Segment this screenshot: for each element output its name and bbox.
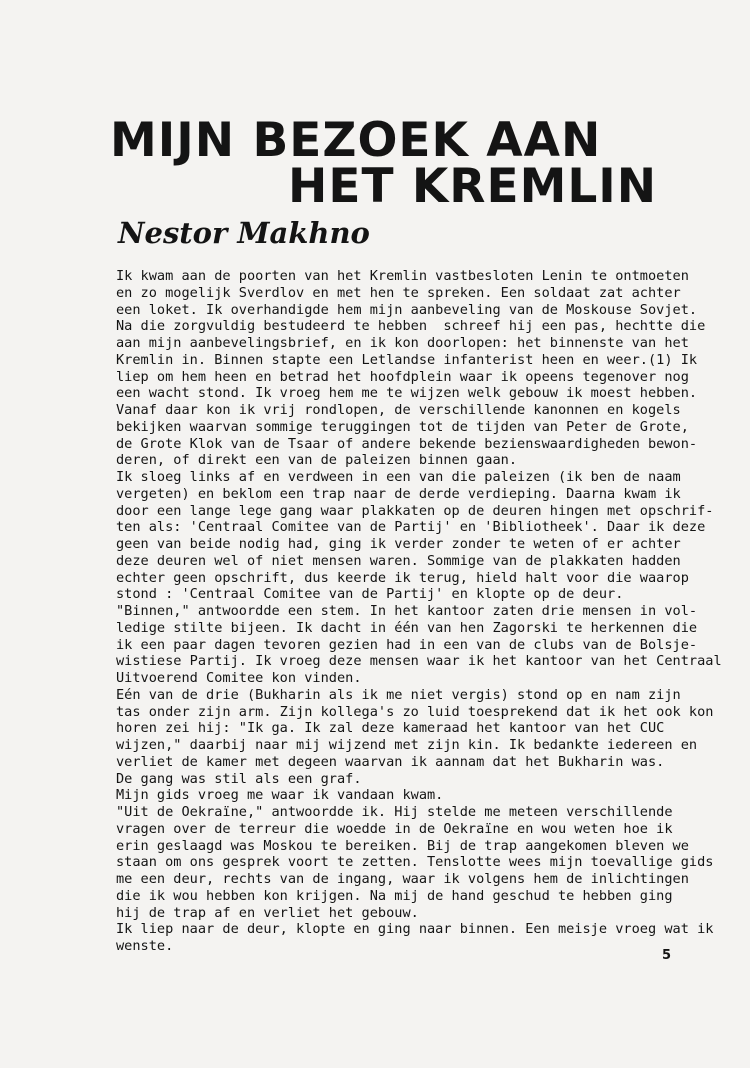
body-line: Vanaf daar kon ik vrij rondlopen, de verschillende kanonnen en kogels (116, 402, 681, 418)
author-name: Nestor Makhno (118, 216, 370, 250)
body-line: de Grote Klok van de Tsaar of andere bekende bezienswaardigheden bewon- (116, 435, 698, 452)
body-line: tas onder zijn arm. Zijn kollega's zo luid toesprekend dat ik het ook kon (116, 703, 714, 720)
body-line: horen zei hij: "Ik ga. Ik zal deze kameraad het kantoor van het CUC (116, 720, 665, 737)
body-line: een wacht stond. Ik vroeg hem me te wijzen welk gebouw ik moest hebben. (116, 385, 698, 402)
body-line: geen van beide nodig had, ging ik verder zonder te weten of er achter (116, 536, 681, 552)
body-line: Mijn gids vroeg me waar ik vandaan kwam. (116, 787, 444, 804)
body-line: vergeten) en beklom een trap naar de derde verdieping. Daarna kwam ik (116, 485, 681, 502)
body-line: Ik liep naar de deur, klopte en ging naar binnen. Een meisje vroeg wat ik (116, 921, 714, 938)
body-line: ledige stilte bijeen. Ik dacht in één van hen Zagorski te herkennen die (116, 619, 698, 636)
body-line: Kremlin in. Binnen stapte een Letlandse infanterist heen en weer.(1) Ik (116, 351, 698, 368)
body-line: een loket. Ik overhandigde hem mijn aanbeveling van de Moskouse Sovjet. (116, 301, 698, 318)
body-line: me een deur, rechts van de ingang, waar ik volgens hem de inlichtingen (116, 871, 689, 887)
body-line: en zo mogelijk Sverdlov en met hen te spreken. Een soldaat zat achter (116, 284, 681, 301)
body-line: aan mijn aanbevelingsbrief, en ik kon doorlopen: het binnenste van het (116, 335, 689, 351)
article-body (116, 268, 722, 955)
body-line: vragen over de terreur die woedde in de Oekraïne en wou weten hoe ik (116, 820, 673, 837)
page-number: 5 (662, 948, 672, 963)
body-line: Na die zorgvuldig bestudeerd te hebben schreef hij een pas, hechtte die (116, 318, 706, 335)
body-line: stond : 'Centraal Comitee van de Partij' en klopte op de deur. (116, 586, 624, 603)
body-line: Ik sloeg links af en verdween in een van die paleizen (ik ben de naam (116, 469, 681, 485)
body-line: door een lange lege gang waar plakkaten op de deuren hingen met opschrif- (116, 502, 714, 519)
body-line: Ik kwam aan de poorten van het Kremlin vastbesloten Lenin te ontmoeten (116, 268, 689, 284)
body-line: deren, of direkt een van de paleizen binnen gaan. (116, 452, 518, 469)
body-line: echter geen opschrift, dus keerde ik terug, hield halt voor die waarop (116, 569, 689, 586)
body-line: deze deuren wel of niet mensen waren. Sommige van de plakkaten hadden (116, 552, 681, 569)
title-line-1: MIJN BEZOEK AAN (110, 113, 602, 168)
article-title (110, 113, 710, 214)
body-line: wistiese Partij. Ik vroeg deze mensen waar ik het kantoor van het Centraal (116, 653, 722, 670)
body-line: Uitvoerend Comitee kon vinden. (116, 670, 362, 686)
body-line: wijzen," daarbij naar mij wijzend met zijn kin. Ik bedankte iedereen en (116, 737, 698, 753)
body-line: Eén van de drie (Bukharin als ik me niet vergis) stond op en nam zijn (116, 686, 681, 703)
body-line: bekijken waarvan sommige teruggingen tot de tijden van Peter de Grote, (116, 418, 689, 435)
body-line: De gang was stil als een graf. (116, 770, 362, 787)
body-line: ik een paar dagen tevoren gezien had in een van de clubs van de Bolsje- (116, 636, 698, 653)
title-line-2: HET KREMLIN (288, 159, 658, 214)
body-line: wenste. (116, 938, 174, 954)
body-line: "Uit de Oekraïne," antwoordde ik. Hij stelde me meteen verschillende (116, 804, 673, 820)
body-line: "Binnen," antwoordde een stem. In het kantoor zaten drie mensen in vol- (116, 603, 698, 619)
body-line: verliet de kamer met degeen waarvan ik aannam dat het Bukharin was. (116, 753, 665, 770)
body-line: erin geslaagd was Moskou te bereiken. Bij de trap aangekomen bleven we (116, 837, 689, 854)
body-line: die ik wou hebben kon krijgen. Na mij de hand geschud te hebben ging (116, 887, 673, 904)
body-line: ten als: 'Centraal Comitee van de Partij' en 'Bibliotheek'. Daar ik deze (116, 519, 706, 536)
body-line: hij de trap af en verliet het gebouw. (116, 904, 419, 921)
body-line: liep om hem heen en betrad het hoofdplein waar ik opeens tegenover nog (116, 368, 689, 385)
body-line: staan om ons gesprek voort te zetten. Tenslotte wees mijn toevallige gids (116, 854, 714, 871)
